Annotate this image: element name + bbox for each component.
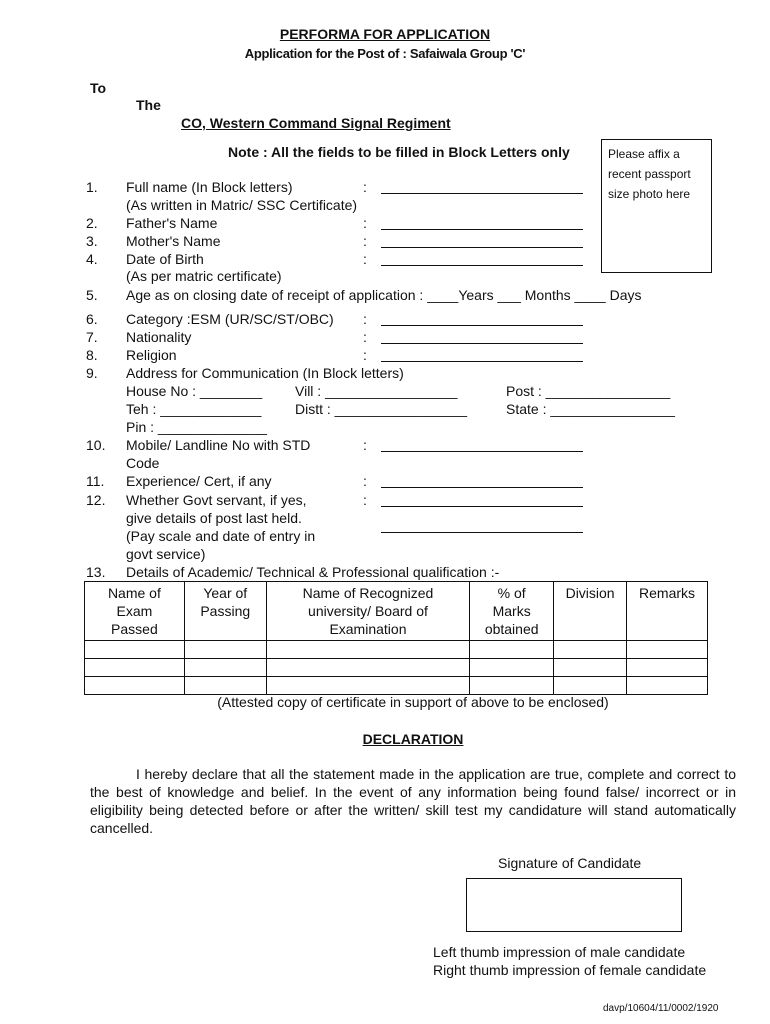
- village-field[interactable]: Vill : _________________: [295, 383, 458, 399]
- address-to: To: [90, 80, 107, 96]
- block-letters-note: Note : All the fields to be filled in Block Letters only: [228, 144, 570, 160]
- mobile-input-line[interactable]: [381, 451, 583, 452]
- table-row[interactable]: [85, 677, 708, 695]
- field-4-sublabel: (As per matric certificate): [126, 268, 282, 284]
- col-remarks: Remarks: [627, 582, 708, 641]
- govt-servant-input-line-1[interactable]: [381, 506, 583, 507]
- table-header-row: [85, 582, 708, 641]
- field-3-colon: :: [363, 233, 367, 249]
- district-field[interactable]: Distt : _________________: [295, 401, 468, 417]
- qualification-table: [84, 581, 708, 695]
- field-2-colon: :: [363, 215, 367, 231]
- declaration-text: I hereby declare that all the statement made in the application are true, complete and correct to the best of knowledge and belief. In the event of any information being found false/ incorrect or in eligibility being detected before or after the written/ skill test my candidature will stand automatically cancelled.: [90, 766, 736, 836]
- page-subtitle: Application for the Post of : Safaiwala Group 'C': [244, 46, 526, 61]
- tehsil-field[interactable]: Teh : _____________: [126, 401, 262, 417]
- address-recipient: CO, Western Command Signal Regiment: [181, 115, 451, 131]
- field-12-label-line2: give details of post last held.: [126, 510, 302, 526]
- govt-servant-input-line-2[interactable]: [381, 532, 583, 533]
- field-4-label: Date of Birth: [126, 251, 204, 267]
- field-12-label-line3: (Pay scale and date of entry in: [126, 528, 316, 544]
- full-name-input-line[interactable]: [381, 193, 583, 194]
- field-7-colon: :: [363, 329, 367, 345]
- field-1-sublabel: (As written in Matric/ SSC Certificate): [126, 197, 358, 213]
- field-11-number: 11.: [86, 473, 105, 489]
- field-8-colon: :: [363, 347, 367, 363]
- field-4-number: 4.: [86, 251, 98, 267]
- photo-box-text: Please affix a recent passport size photo here: [608, 147, 691, 201]
- category-input-line[interactable]: [381, 325, 583, 326]
- col-division: Division: [554, 582, 627, 641]
- field-2-number: 2.: [86, 215, 98, 231]
- religion-input-line[interactable]: [381, 361, 583, 362]
- post-field[interactable]: Post : ________________: [506, 383, 671, 399]
- field-9-number: 9.: [86, 365, 98, 381]
- mothers-name-input-line[interactable]: [381, 247, 583, 248]
- field-13-number: 13.: [86, 564, 106, 580]
- field-7-label: Nationality: [126, 329, 192, 345]
- date-of-birth-input-line[interactable]: [381, 265, 583, 266]
- table-note: (Attested copy of certificate in support of above to be enclosed): [217, 694, 609, 710]
- col-exam-passed: Name of Exam Passed: [85, 582, 185, 641]
- signature-label: Signature of Candidate: [498, 855, 642, 871]
- nationality-input-line[interactable]: [381, 343, 583, 344]
- experience-input-line[interactable]: [381, 487, 583, 488]
- house-no-field[interactable]: House No : ________: [126, 383, 263, 399]
- field-6-label: Category :ESM (UR/SC/ST/OBC): [126, 311, 334, 327]
- field-10-sublabel: Code: [126, 455, 160, 471]
- field-11-label: Experience/ Cert, if any: [126, 473, 272, 489]
- field-12-number: 12.: [86, 492, 106, 508]
- fathers-name-input-line[interactable]: [381, 229, 583, 230]
- field-12-label-line1: Whether Govt servant, if yes,: [126, 492, 307, 508]
- field-7-number: 7.: [86, 329, 98, 345]
- signature-box[interactable]: [466, 878, 682, 932]
- pin-field[interactable]: Pin : ______________: [126, 419, 267, 435]
- field-10-colon: :: [363, 437, 367, 453]
- field-2-label: Father's Name: [126, 215, 218, 231]
- address-the: The: [136, 97, 161, 113]
- field-6-number: 6.: [86, 311, 98, 327]
- col-year-of-passing: Year of Passing: [184, 582, 266, 641]
- field-1-label: Full name (In Block letters): [126, 179, 293, 195]
- table-row[interactable]: [85, 641, 708, 659]
- page-title: PERFORMA FOR APPLICATION: [279, 26, 491, 42]
- field-8-label: Religion: [126, 347, 177, 363]
- field-12-colon: :: [363, 492, 367, 508]
- thumb-male-label: Left thumb impression of male candidate: [433, 944, 686, 960]
- thumb-female-label: Right thumb impression of female candidate: [433, 962, 707, 978]
- field-3-label: Mother's Name: [126, 233, 221, 249]
- field-1-colon: :: [363, 179, 367, 195]
- field-9-label: Address for Communication (In Block letters): [126, 365, 404, 381]
- field-8-number: 8.: [86, 347, 98, 363]
- field-4-colon: :: [363, 251, 367, 267]
- state-field[interactable]: State : ________________: [506, 401, 675, 417]
- field-11-colon: :: [363, 473, 367, 489]
- field-3-number: 3.: [86, 233, 98, 249]
- table-row[interactable]: [85, 659, 708, 677]
- field-10-number: 10.: [86, 437, 106, 453]
- field-5-number: 5.: [86, 287, 98, 303]
- field-5-label[interactable]: Age as on closing date of receipt of application : ____Years ___ Months ____ Days: [126, 287, 642, 303]
- field-13-label: Details of Academic/ Technical & Professional qualification :-: [126, 564, 500, 580]
- footer-code: davp/10604/11/0002/1920: [603, 1003, 719, 1014]
- col-university: Name of Recognized university/ Board of Examination: [266, 582, 470, 641]
- photo-box: [601, 139, 712, 273]
- field-6-colon: :: [363, 311, 367, 327]
- field-12-label-line4: govt service): [126, 546, 206, 562]
- declaration-title: DECLARATION: [362, 731, 464, 747]
- field-1-number: 1.: [86, 179, 98, 195]
- field-10-label: Mobile/ Landline No with STD: [126, 437, 311, 453]
- col-marks: % of Marks obtained: [470, 582, 554, 641]
